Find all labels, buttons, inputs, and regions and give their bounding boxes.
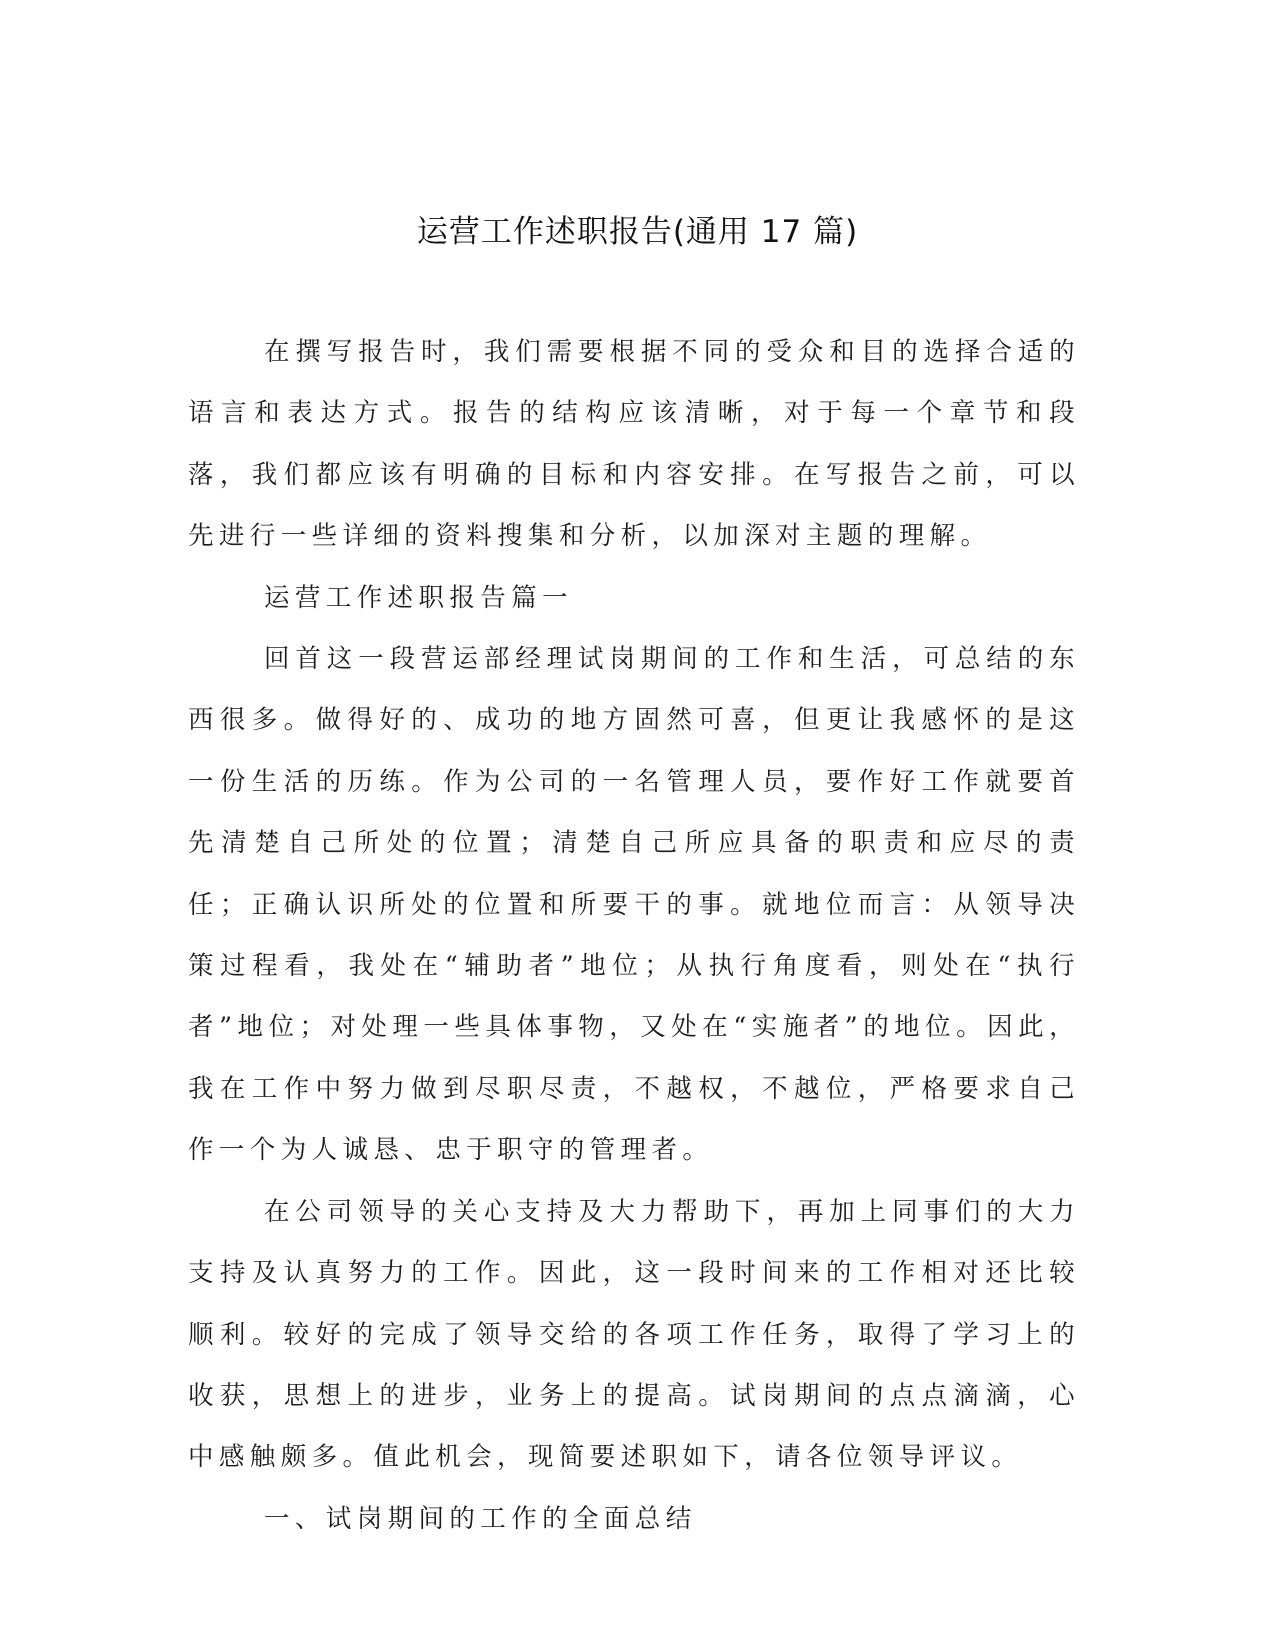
document-title: 运营工作述职报告(通用 17 篇) bbox=[416, 214, 859, 250]
section-heading-part-one: 运营工作述职报告篇一 bbox=[264, 582, 574, 613]
subsection-heading: 一、试岗期间的工作的全面总结 bbox=[264, 1503, 697, 1534]
body-paragraph: 回首这一段营运部经理试岗期间的工作和生活，可总结的东西很多。做得好的、成功的地方固然可喜，但更让我感怀的是这一份生活的历练。作为公司的一名管理人员，要作好工作就要首先清楚自己所处的位置；清楚自己所应具备的职责和应尽的责任；正确认识所处的位置和所要干的事。就地位而言：从领导决策过程看，我处在“辅助者”地位；从执行角度看，则处在“执行者”地位；对处理一些具体事物，又处在“实施者”的地位。因此，我在工作中努力做到尽职尽责，不越权，不越位，严格要求自己作一个为人诚恳、忠于职守的管理者。 bbox=[188, 644, 1080, 1166]
intro-paragraph: 在撰写报告时，我们需要根据不同的受众和目的选择合适的语言和表达方式。报告的结构应该清晰，对于每一个章节和段落，我们都应该有明确的目标和内容安排。在写报告之前，可以先进行一些详细的资料搜集和分析，以加深对主题的理解。 bbox=[188, 337, 1080, 552]
document-body bbox=[188, 322, 1080, 1550]
body-paragraph: 在公司领导的关心支持及大力帮助下，再加上同事们的大力支持及认真努力的工作。因此，这一段时间来的工作相对还比较顺利。较好的完成了领导交给的各项工作任务，取得了学习上的收获，思想上的进步，业务上的提高。试岗期间的点点滴滴，心中感触颇多。值此机会，现简要述职如下，请各位领导评议。 bbox=[188, 1196, 1080, 1473]
